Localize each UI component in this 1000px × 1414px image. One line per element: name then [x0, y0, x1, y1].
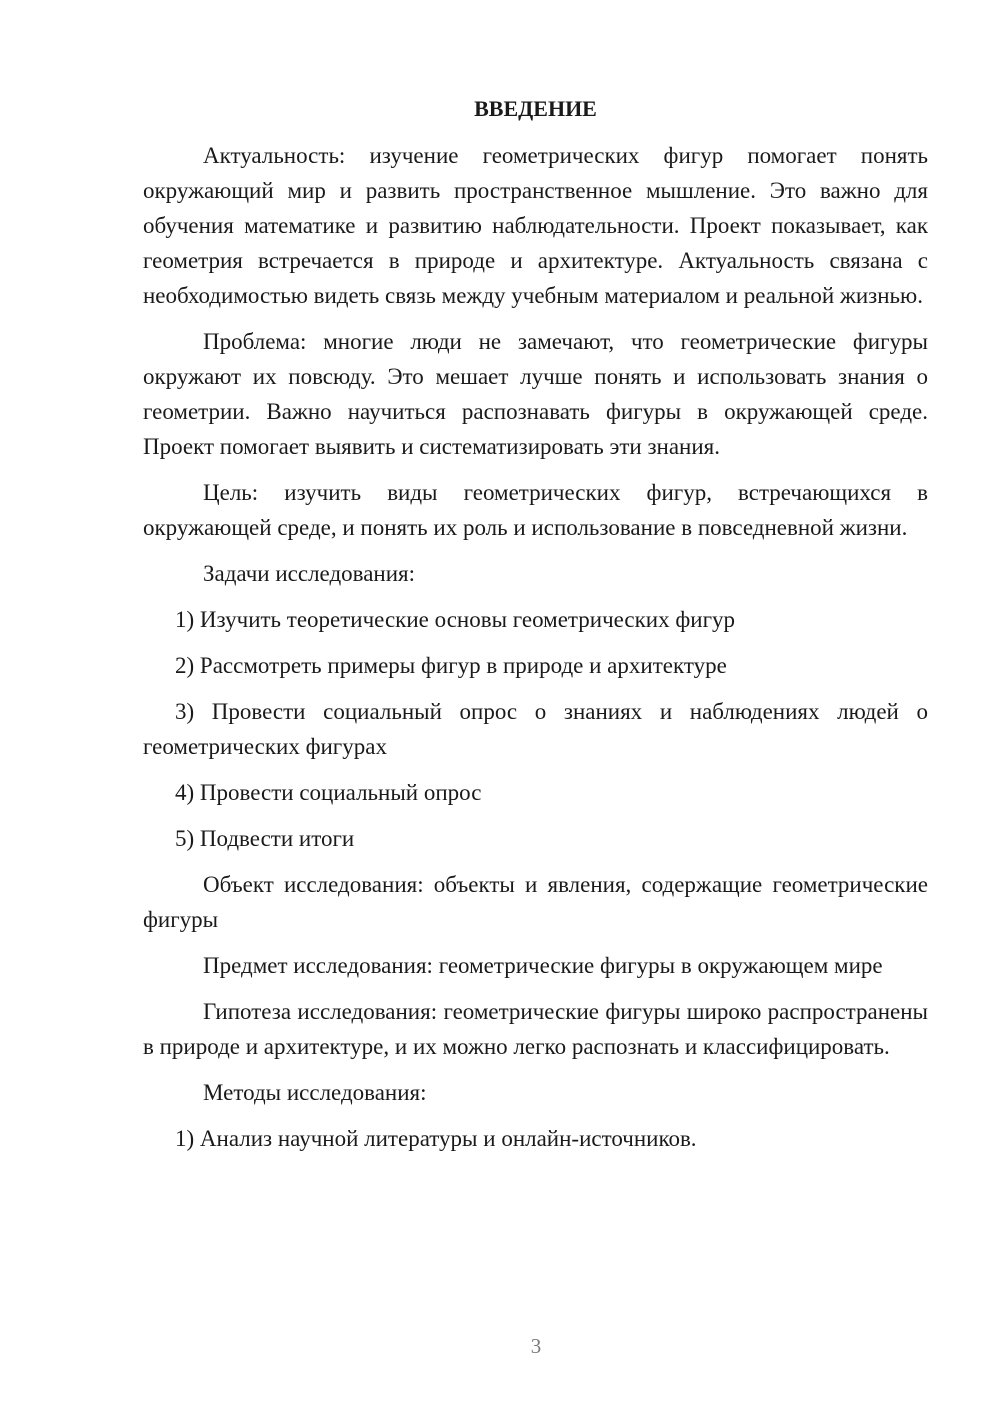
page-title: ВВЕДЕНИЕ — [474, 96, 597, 121]
method-item: 1) Анализ научной литературы и онлайн-источников. — [175, 1126, 697, 1151]
hypothesis-paragraph: Гипотеза исследования: геометрические фигуры широко распространены в природе и архитектуре, и их можно легко распознать и классифицировать. — [143, 999, 928, 1059]
goal-paragraph: Цель: изучить виды геометрических фигур, встречающихся в окружающей среде, и понять их роль и использование в повседневной жизни. — [143, 480, 928, 540]
task-item: 5) Подвести итоги — [175, 826, 355, 851]
page-number: 3 — [530, 1334, 542, 1358]
problem-paragraph: Проблема: многие люди не замечают, что геометрические фигуры окружают их повсюду. Это мешает лучше понять и использовать знания о геометрии. Важно научиться распознавать фигуры в окружающей среде. Проект помогает выявить и систематизировать эти знания. — [143, 329, 928, 459]
page-content — [143, 94, 928, 1167]
task-item: 4) Провести социальный опрос — [175, 780, 482, 805]
task-item: 1) Изучить теоретические основы геометрических фигур — [175, 607, 736, 632]
relevance-paragraph: Актуальность: изучение геометрических фигур помогает понять окружающий мир и развить пространственное мышление. Это важно для обучения математике и развитию наблюдательности. Проект показывает, как геометрия встречается в природе и архитектуре. Актуальность связана с необходимостью видеть связь между учебным материалом и реальной жизнью. — [143, 143, 928, 308]
task-item: 2) Рассмотреть примеры фигур в природе и архитектуре — [175, 653, 727, 678]
methods-heading: Методы исследования: — [203, 1080, 427, 1105]
task-item: 3) Провести социальный опрос о знаниях и наблюдениях людей о геометрических фигурах — [143, 699, 928, 759]
object-paragraph: Объект исследования: объекты и явления, содержащие геометрические фигуры — [143, 872, 928, 932]
subject-paragraph: Предмет исследования: геометрические фигуры в окружающем мире — [203, 953, 883, 978]
tasks-heading: Задачи исследования: — [203, 561, 416, 586]
